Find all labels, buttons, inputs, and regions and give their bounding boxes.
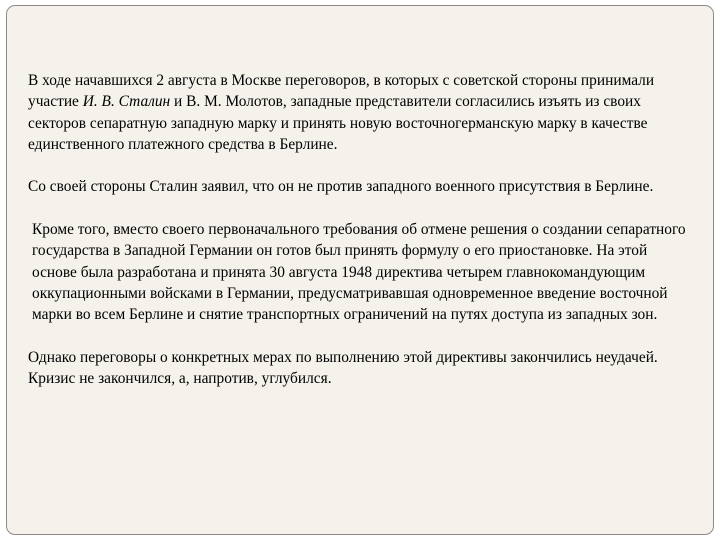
paragraph-1-italic-name: И. В. Сталин — [82, 93, 171, 111]
paragraph-1-text-end: и В. М. Молотов, западные представители согласились изъять из своих секторов сепаратную западную марку и принять новую восточногерманскую марку в качестве единственного платежного средства в Берлине. — [28, 93, 648, 153]
paragraph-1 — [28, 70, 693, 155]
paragraph-2: Со своей стороны Сталин заявил, что он не против западного военного присутствия в Берлине. — [28, 178, 654, 196]
slide-frame — [6, 5, 714, 535]
paragraph-3: Кроме того, вместо своего первоначального требования об отмене решения о создании сепаратного государства в Западной Германии он готов был принять формулу о его приостановке. На этой основе была разработана и принята 30 августа 1948 директива четырем главнокомандующим оккупационными войсками в Германии, предусматривавшая одновременное введение восточной марки во всем Берлине и снятие транспортных ограничений на путях доступа из западных зон. — [32, 221, 686, 324]
paragraph-4: Однако переговоры о конкретных мерах по выполнению этой директивы закончились неудачей. Кризис не закончился, а, напротив, углубился. — [28, 348, 658, 388]
paragraph-1-text-start: В ходе начавшихся 2 августа в Москве переговоров, в которых с советской стороны принимали участие — [28, 72, 655, 111]
slide-body — [28, 70, 693, 411]
